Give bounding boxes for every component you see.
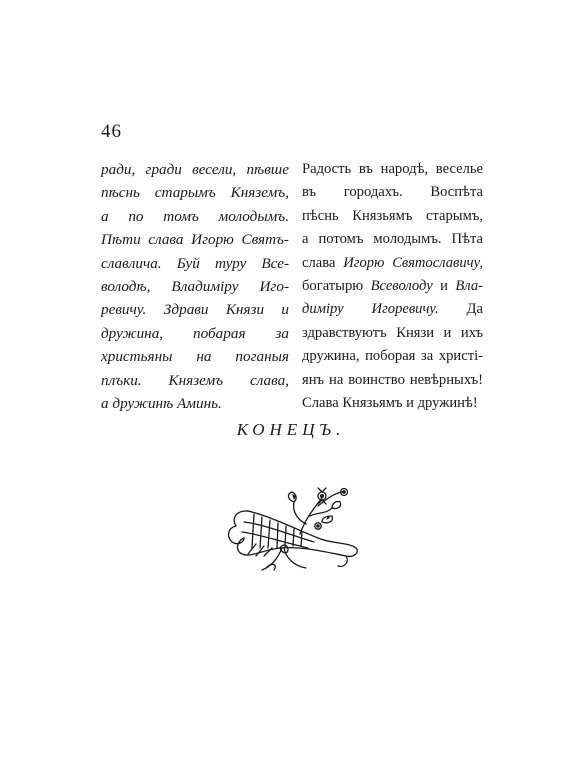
text-run: слава — [302, 254, 344, 271]
old-text-line: ради, гради весели, пѣвше — [101, 161, 289, 178]
finis-heading: КОНЕЦЪ. — [236, 420, 346, 439]
italic-run: диміру Игоревичу. — [302, 301, 439, 318]
italic-run: Вла- — [455, 277, 483, 294]
old-text-column — [101, 158, 289, 415]
translation-column — [302, 158, 483, 415]
translation-line — [302, 298, 483, 321]
text-run: Слава Князьямъ и дружинѣ! — [302, 394, 478, 411]
translation-line — [302, 322, 483, 345]
translation-line — [302, 345, 483, 368]
old-text-line: Пѣти слава Игорю Святъ- — [101, 231, 289, 249]
text-run: пѣснь Князьямъ старымъ, — [302, 207, 483, 224]
text-run: богатырю — [302, 277, 371, 294]
old-text-line: христьяны на поганыя — [101, 348, 289, 366]
old-text-line: пѣснь старымъ Княземъ, — [101, 184, 289, 202]
old-text-line: плъки. Княземъ слава, — [101, 371, 289, 389]
text-run: и — [432, 277, 456, 294]
translation-line — [302, 252, 483, 275]
old-text-line: славлича. Буй туру Все- — [101, 254, 289, 272]
old-text-line: а по томъ молодымъ. — [101, 207, 289, 225]
translation-line — [302, 228, 483, 251]
text-run: Да — [438, 301, 483, 318]
italic-run: Игорю Святославичу, — [343, 254, 483, 271]
old-text-line: ревичу. Здрави Князи и — [101, 301, 289, 319]
translation-line — [302, 369, 483, 392]
text-run: здравствуютъ Князи и ихъ — [302, 324, 483, 341]
old-text-line: а дружинѣ Аминь. — [101, 394, 222, 412]
text-run: а потомъ молодымъ. Пѣта — [302, 231, 483, 248]
text-run: дружина, поборая за христі- — [302, 348, 483, 365]
translation-line — [302, 158, 483, 181]
page-number: 46 — [101, 121, 122, 142]
lyre-with-flowers-icon — [222, 482, 362, 574]
translation-line — [302, 181, 483, 204]
old-text-line: володѣ, Владиміру Иго- — [101, 277, 289, 295]
text-run: въ городахъ. Воспѣта — [302, 184, 483, 201]
old-text-line: дружина, побарая за — [101, 324, 289, 342]
text-run: янъ на воинство невѣрныхъ! — [302, 371, 483, 388]
italic-run: Всеволоду — [370, 277, 433, 294]
text-run: Радость въ народѣ, веселье — [302, 161, 483, 177]
translation-line — [302, 205, 483, 228]
translation-line — [302, 392, 483, 415]
translation-line — [302, 275, 483, 298]
